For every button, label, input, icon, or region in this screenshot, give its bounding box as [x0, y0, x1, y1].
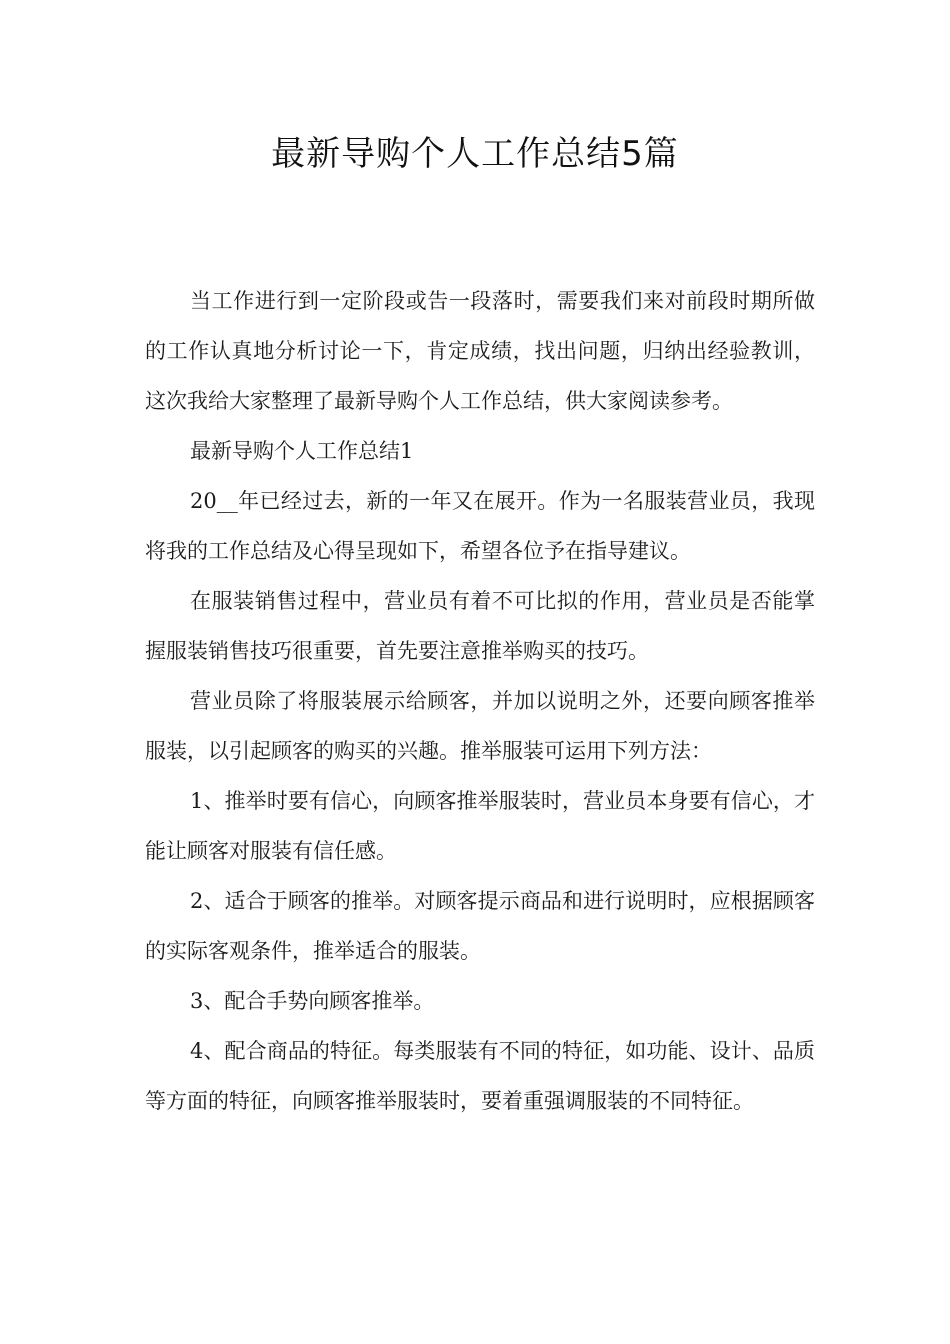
list-item: 4、配合商品的特征。每类服装有不同的特征，如功能、设计、品质等方面的特征，向顾客推举服装时，要着重强调服装的不同特征。 [145, 1039, 815, 1113]
paragraph: 营业员除了将服装展示给顾客，并加以说明之外，还要向顾客推举服装，以引起顾客的购买的兴趣。推举服装可运用下列方法： [145, 689, 815, 763]
list-item: 3、配合手势向顾客推举。 [190, 989, 435, 1013]
document-title: 最新导购个人工作总结5篇 [271, 134, 679, 174]
paragraph: 20__年已经过去，新的一年又在展开。作为一名服装营业员，我现将我的工作总结及心得呈现如下，希望各位予在指导建议。 [145, 489, 815, 563]
document-body [145, 276, 815, 1126]
section-heading: 最新导购个人工作总结1 [190, 439, 414, 463]
list-item: 1、推举时要有信心，向顾客推举服装时，营业员本身要有信心，才能让顾客对服装有信任感。 [145, 789, 815, 863]
paragraph-intro: 当工作进行到一定阶段或告一段落时，需要我们来对前段时期所做的工作认真地分析讨论一下，肯定成绩，找出问题，归纳出经验教训，这次我给大家整理了最新导购个人工作总结，供大家阅读参考。 [145, 289, 815, 413]
list-item: 2、适合于顾客的推举。对顾客提示商品和进行说明时，应根据顾客的实际客观条件，推举适合的服装。 [145, 889, 815, 963]
paragraph: 在服装销售过程中，营业员有着不可比拟的作用，营业员是否能掌握服装销售技巧很重要，首先要注意推举购买的技巧。 [145, 589, 815, 663]
